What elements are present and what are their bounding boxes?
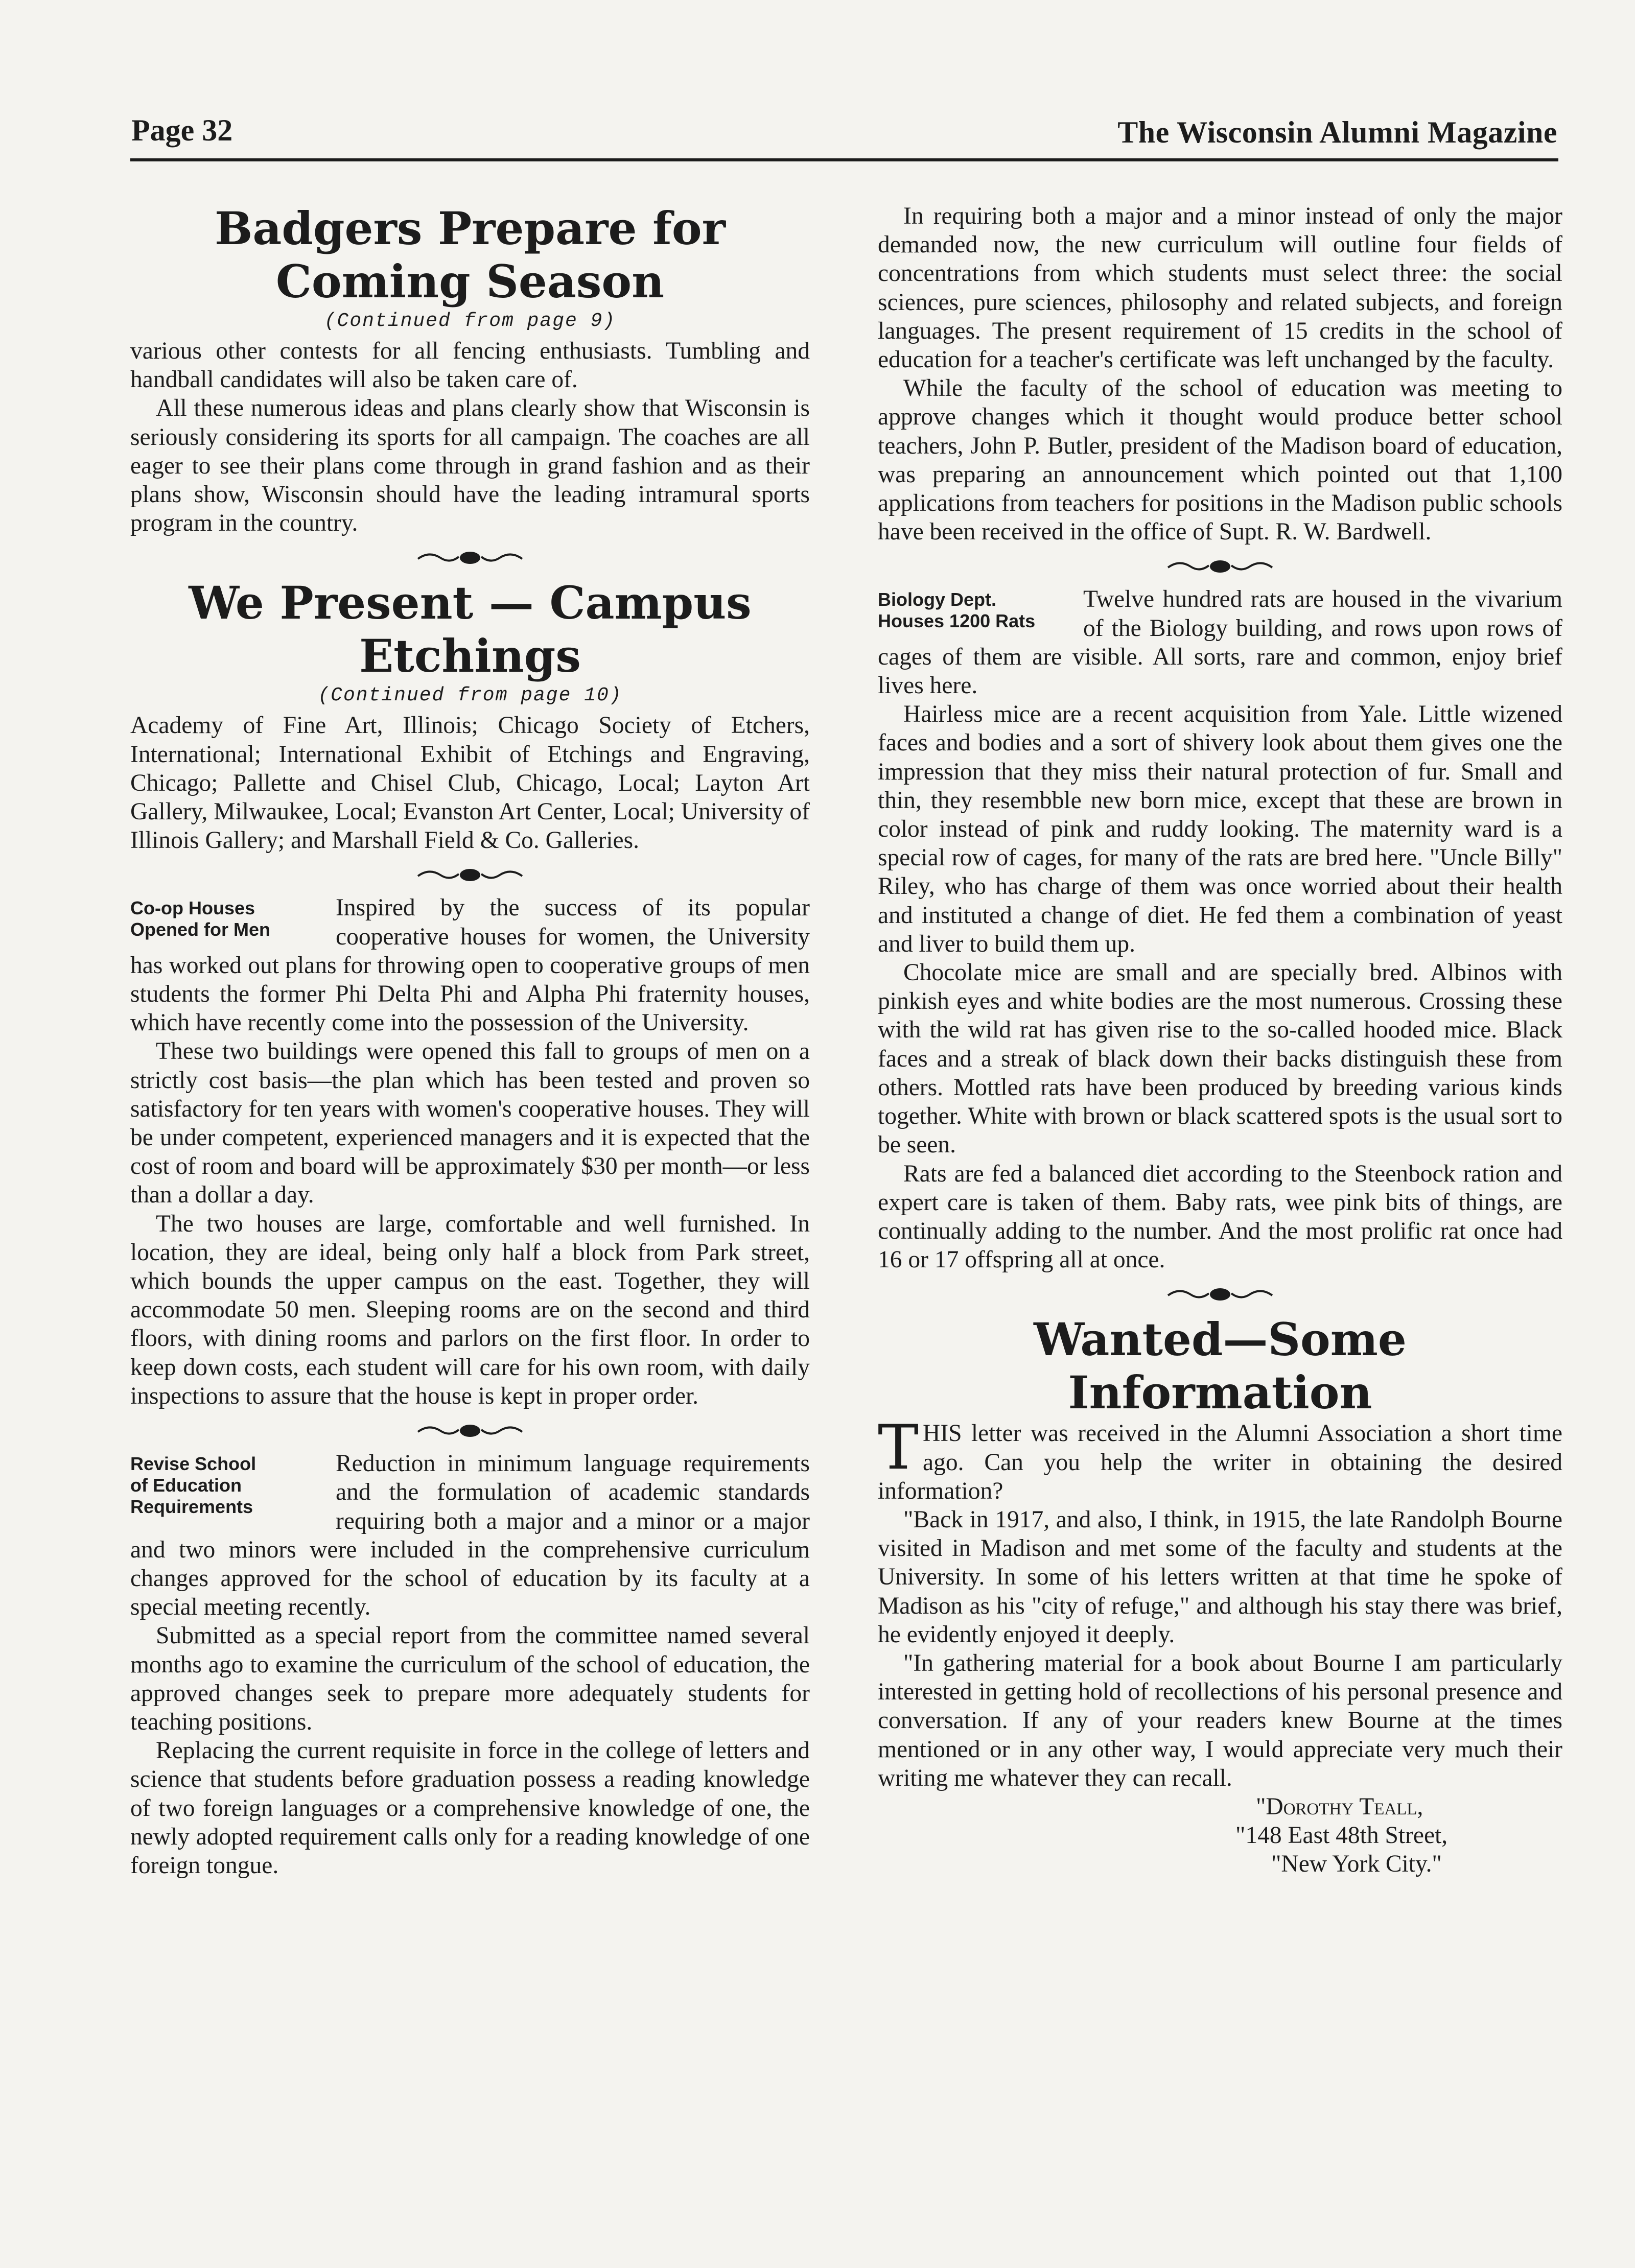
right-column (878, 202, 1562, 1879)
revise-sidehead-line-3: Requirements (130, 1496, 253, 1518)
biology-paragraph-2: Hairless mice are a recent acquisition from Yale. Little wizened faces and bodies and a sort of shivery look about them gives one the impression that they miss their natural protection of fur. Small and thin, they resembble new born mice, except that these are brown in color instead of pink and ruddy looking. The maternity ward is a special row of cages, for many of the rats are bred here. "Uncle Billy" Riley, who has charge of them was once worried about their health and instituted a change of diet. He fed them a combination of yeast and liver to build them up. (878, 701, 1562, 957)
revise-paragraph-3: Replacing the current requisite in force in the college of letters and science that students before graduation possess a reading knowledge of two foreign languages or a comprehensive knowledge of one, the newly adopted requirement calls only for a reading knowledge of one foreign tongue. (130, 1737, 810, 1879)
wanted-paragraph-1-text: HIS letter was received in the Alumni Association a short time ago. Can you help the writer in obtaining the desired information? (878, 1420, 1562, 1504)
biology-paragraph-1: Twelve hundred rats are housed in the vivarium of the Biology building, and rows upon rows of cages of them are visible. All sorts, rare and common, enjoy brief lives here. (878, 586, 1562, 699)
coop-paragraph-2: These two buildings were opened this fall to groups of men on a strictly cost basis—the plan which has been tested and proven so satisfactory for ten years with women's cooperative houses. They will be under competent, experienced managers and it is expected that the cost of room and board will be approximately $30 per month—or less than a dollar a day. (130, 1038, 810, 1209)
etchings-headline: We Present — Campus Etchings (189, 576, 752, 683)
education-paragraph-2: While the faculty of the school of education was meeting to approve changes which it thought would produce better school teachers, John P. Butler, president of the Madison board of education, was preparing an announcement which pointed out that 1,100 applications from teachers for positions in the Madison public schools have been received in the office of Supt. R. W. Bardwell. (878, 375, 1562, 546)
ornament-divider-icon (414, 548, 526, 567)
ornament-divider-icon (414, 1421, 526, 1440)
wanted-paragraph-3: "In gathering material for a book about Bourne I am particularly interested in getting hold of recollections of his personal presence and conversation. If any of your readers knew Bourne at the times mentioned or in any other way, I would appreciate very much their writing me whatever they can recall. (878, 1649, 1562, 1791)
revise-section (130, 1449, 810, 1880)
revise-paragraph-1: Reduction in minimum language requirements and the formulation of academic standards requiring both a major and a minor or a major and two minors were included in the comprehensive curriculum changes approved for the school of education by its faculty at a special meeting recently. (130, 1450, 810, 1621)
etchings-paragraph-1: Academy of Fine Art, Illinois; Chicago Society of Etchers, International; International Exhibit of Etchings and Engraving, Chicago; Pallette and Chisel Club, Chicago, Local; Layton Art Gallery, Milwaukee, Local; Evanston Art Center, Local; University of Illinois Gallery; and Marshall Field & Co. Galleries. (130, 712, 810, 854)
ornament-divider-icon (414, 865, 526, 884)
magazine-title: The Wisconsin Alumni Magazine (1117, 115, 1557, 149)
coop-sidehead-line-2: Opened for Men (130, 919, 271, 940)
coop-sidehead-line-1: Co-op Houses (130, 897, 255, 919)
signature-name: "Dorothy Teall, (1256, 1793, 1423, 1820)
coop-sidehead (130, 897, 324, 940)
biology-sidehead-line-1: Biology Dept. (878, 589, 996, 610)
education-paragraph-1: In requiring both a major and a minor instead of only the major demanded now, the new curriculum will outline four fields of concentrations from which students must select three: the social sciences, pure sciences, philosophy and related subjects, and foreign languages. The present requirement of 15 credits in the school of education for a teacher's certificate was left unchanged by the faculty. (878, 203, 1562, 373)
biology-section (878, 585, 1562, 1274)
biology-sidehead-line-2: Houses 1200 Rats (878, 610, 1036, 632)
signature-street: "148 East 48th Street, (1235, 1822, 1448, 1849)
biology-paragraph-4: Rats are fed a balanced diet according to the Steenbock ration and expert care is taken of them. Baby rats, wee pink bits of things, are continually adding to the number. And the most prolific rat once had 16 or 17 offspring all at once. (878, 1160, 1562, 1273)
badgers-paragraph-1: various other contests for all fencing enthusiasts. Tumbling and handball candidates will also be taken care of. (130, 338, 810, 393)
revise-sidehead (130, 1453, 324, 1518)
wanted-headline: Wanted—Some Information (1034, 1313, 1407, 1420)
wanted-paragraph-2: "Back in 1917, and also, I think, in 1915, the late Randolph Bourne visited in Madison and met some of the faculty and students at the University. In some of his letters written at that time he spoke of Madison as his "city of refuge," and although his stay there was brief, he evidently enjoyed it deeply. (878, 1506, 1562, 1648)
left-column (130, 202, 810, 1880)
page-number: Page 32 (131, 113, 233, 147)
ornament-divider-icon (1164, 556, 1276, 576)
wanted-dropcap: T (878, 1412, 919, 1484)
etchings-continued-note: (Continued from page 10) (318, 684, 622, 707)
running-header (130, 110, 1558, 161)
badgers-continued-note: (Continued from page 9) (324, 310, 616, 332)
badgers-paragraph-2: All these numerous ideas and plans clearly show that Wisconsin is seriously considering its sports for all campaign. The coaches are all eager to see their plans come through in grand fashion and as their plans show, Wisconsin should have the leading intramural sports program in the country. (130, 395, 810, 537)
ornament-divider-icon (1164, 1284, 1276, 1304)
coop-paragraph-3: The two houses are large, comfortable and well furnished. In location, they are ideal, being only half a block from Park street, which bounds the upper campus on the east. Together, they will accommodate 50 men. Sleeping rooms are on the second and third floors, with dining rooms and parlors on the first floor. In order to keep down costs, each student will care for his own room, with daily inspections to assure that the house is kept in proper order. (130, 1210, 810, 1409)
wanted-paragraph-1 (878, 1412, 1562, 1505)
biology-sidehead (878, 589, 1072, 632)
revise-paragraph-2: Submitted as a special report from the committee named several months ago to examine the curriculum of the school of education, the approved changes seek to prepare more adequately students for teaching positions. (130, 1622, 810, 1735)
coop-paragraph-1: Inspired by the success of its popular cooperative houses for women, the University has worked out plans for throwing open to cooperative groups of men students the former Phi Delta Phi and Alpha Phi fraternity houses, which have recently come into the possession of the University. (130, 894, 810, 1036)
coop-section (130, 893, 810, 1410)
biology-paragraph-3: Chocolate mice are small and are specially bred. Albinos with pinkish eyes and white bodies are the most numerous. Crossing these with the wild rat has given rise to the so-called hooded mice. Black faces and a streak of black down their backs distinguish these from others. Mottled rats have been produced by breeding various kinds together. White with brown or black scattered spots is the usual sort to be seen. (878, 959, 1562, 1159)
signature-city: "New York City." (1271, 1851, 1442, 1878)
badgers-headline: Badgers Prepare for Coming Season (215, 202, 726, 308)
revise-sidehead-line-2: of Education (130, 1475, 242, 1496)
revise-sidehead-line-1: Revise School (130, 1453, 256, 1475)
